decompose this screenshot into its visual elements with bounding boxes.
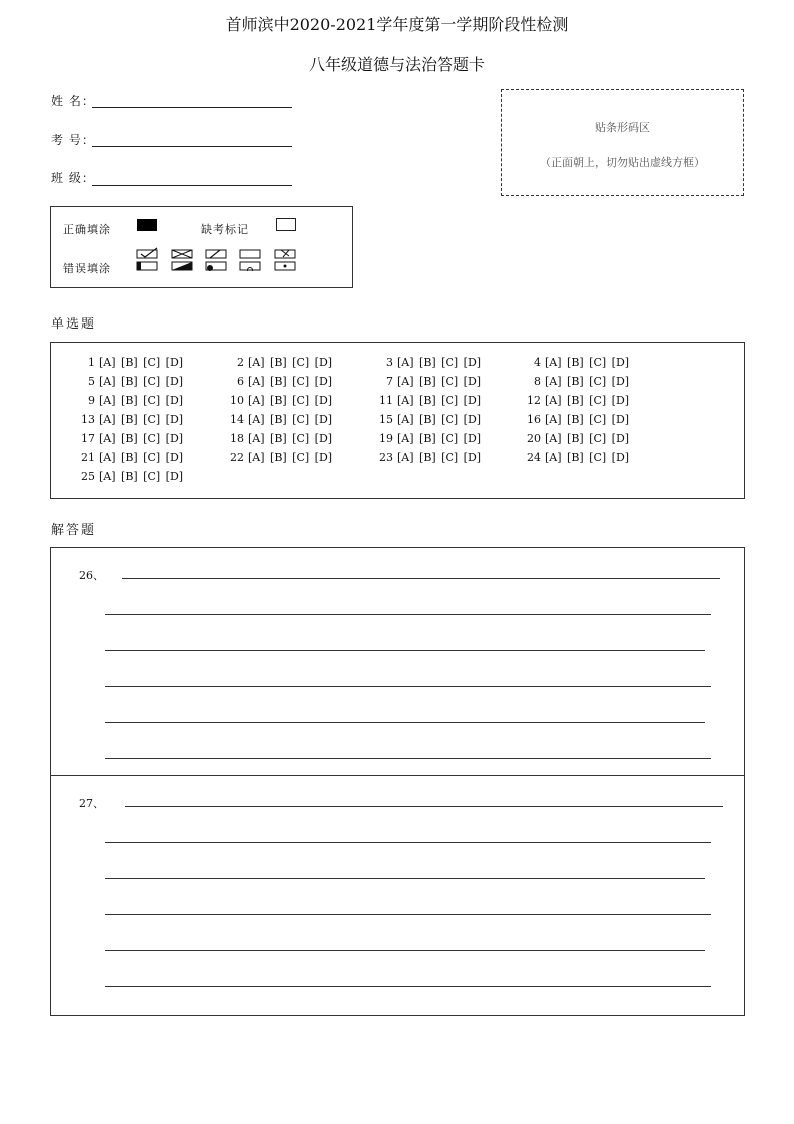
answer-line[interactable] [105, 914, 711, 915]
wrong-fill-check-icon [136, 247, 160, 271]
barcode-area [501, 89, 744, 196]
absent-mark-label: 缺考标记 [201, 223, 249, 236]
answer-bubbles[interactable]: [A] [B] [C] [D] [99, 394, 184, 407]
answer-bubbles[interactable]: [A] [B] [C] [D] [397, 432, 482, 445]
answer-line[interactable] [105, 722, 705, 723]
answer-bubbles[interactable]: [A] [B] [C] [D] [99, 413, 184, 426]
question-number: 2 [237, 356, 244, 369]
answer-bubbles[interactable]: [A] [B] [C] [D] [545, 375, 630, 388]
question-number: 7 [386, 375, 393, 388]
answer-bubbles[interactable]: [A] [B] [C] [D] [99, 470, 184, 483]
question-number: 19 [379, 432, 393, 445]
question-3-options[interactable] [369, 356, 481, 369]
answer-line[interactable] [105, 650, 705, 651]
question-10-options[interactable] [220, 394, 332, 407]
question-number: 14 [230, 413, 244, 426]
answer-bubbles[interactable]: [A] [B] [C] [D] [545, 356, 630, 369]
answer-line[interactable] [105, 878, 705, 879]
question-number: 25 [81, 470, 95, 483]
class-field[interactable] [92, 185, 292, 186]
question-8-options[interactable] [517, 375, 629, 388]
question-26-box[interactable] [50, 547, 745, 776]
question-6-options[interactable] [220, 375, 332, 388]
answer-bubbles[interactable]: [A] [B] [C] [D] [99, 432, 184, 445]
single-choice-grid [50, 342, 745, 499]
name-label: 姓 名： [51, 94, 95, 108]
question-number: 23 [379, 451, 393, 464]
answer-bubbles[interactable]: [A] [B] [C] [D] [248, 356, 333, 369]
question-13-options[interactable] [71, 413, 183, 426]
question-24-options[interactable] [517, 451, 629, 464]
question-number: 24 [527, 451, 541, 464]
answer-bubbles[interactable]: [A] [B] [C] [D] [397, 413, 482, 426]
wrong-fill-scribble-icon [274, 247, 298, 271]
answer-questions-heading: 解答题 [51, 523, 97, 538]
question-number: 5 [88, 375, 95, 388]
answer-bubbles[interactable]: [A] [B] [C] [D] [545, 451, 630, 464]
single-choice-heading: 单选题 [51, 317, 97, 332]
answer-line[interactable] [125, 806, 723, 807]
answer-bubbles[interactable]: [A] [B] [C] [D] [248, 451, 333, 464]
question-number: 12 [527, 394, 541, 407]
answer-line[interactable] [105, 986, 711, 987]
question-1-options[interactable] [71, 356, 183, 369]
question-22-options[interactable] [220, 451, 332, 464]
answer-bubbles[interactable]: [A] [B] [C] [D] [397, 356, 482, 369]
exam-number-label: 考 号： [51, 133, 95, 147]
question-number: 22 [230, 451, 244, 464]
answer-bubbles[interactable]: [A] [B] [C] [D] [397, 451, 482, 464]
exam-title: 首师滨中2020-2021学年度第一学期阶段性检测 [225, 15, 569, 34]
question-number: 8 [534, 375, 541, 388]
question-number: 20 [527, 432, 541, 445]
question-18-options[interactable] [220, 432, 332, 445]
exam-number-field[interactable] [92, 146, 292, 147]
question-9-options[interactable] [71, 394, 183, 407]
answer-bubbles[interactable]: [A] [B] [C] [D] [248, 413, 333, 426]
question-number: 16 [527, 413, 541, 426]
question-2-options[interactable] [220, 356, 332, 369]
question-4-options[interactable] [517, 356, 629, 369]
question-20-options[interactable] [517, 432, 629, 445]
question-21-options[interactable] [71, 451, 183, 464]
answer-bubbles[interactable]: [A] [B] [C] [D] [397, 375, 482, 388]
answer-line[interactable] [105, 686, 711, 687]
question-number: 1 [88, 356, 95, 369]
answer-bubbles[interactable]: [A] [B] [C] [D] [99, 375, 184, 388]
class-label: 班 级： [51, 171, 95, 185]
correct-fill-label: 正确填涂 [63, 223, 111, 236]
question-14-options[interactable] [220, 413, 332, 426]
answer-bubbles[interactable]: [A] [B] [C] [D] [545, 432, 630, 445]
answer-line[interactable] [105, 614, 711, 615]
question-number: 3 [386, 356, 393, 369]
answer-line[interactable] [105, 758, 711, 759]
question-number: 4 [534, 356, 541, 369]
answer-bubbles[interactable]: [A] [B] [C] [D] [248, 394, 333, 407]
barcode-title: 贴条形码区 [595, 121, 650, 134]
question-number: 13 [81, 413, 95, 426]
barcode-note: （正面朝上，切勿贴出虚线方框） [540, 156, 705, 169]
question-number: 6 [237, 375, 244, 388]
question-number: 18 [230, 432, 244, 445]
question-26-number: 26、 [79, 569, 104, 582]
answer-line[interactable] [105, 842, 711, 843]
question-number: 17 [81, 432, 95, 445]
question-number: 21 [81, 451, 95, 464]
question-27-box[interactable] [50, 775, 745, 1016]
question-number: 15 [379, 413, 393, 426]
wrong-fill-slash-icon [205, 247, 229, 271]
answer-sheet-subtitle: 八年级道德与法治答题卡 [308, 55, 485, 74]
answer-line[interactable] [105, 950, 705, 951]
answer-bubbles[interactable]: [A] [B] [C] [D] [545, 394, 630, 407]
question-19-options[interactable] [369, 432, 481, 445]
answer-bubbles[interactable]: [A] [B] [C] [D] [99, 451, 184, 464]
wrong-fill-label: 错误填涂 [63, 262, 111, 275]
question-12-options[interactable] [517, 394, 629, 407]
question-27-number: 27、 [79, 797, 104, 810]
answer-bubbles[interactable]: [A] [B] [C] [D] [248, 432, 333, 445]
question-16-options[interactable] [517, 413, 629, 426]
answer-bubbles[interactable]: [A] [B] [C] [D] [545, 413, 630, 426]
wrong-fill-cross-icon [171, 247, 195, 271]
correct-fill-sample [137, 219, 157, 231]
absent-mark-box[interactable] [276, 218, 296, 231]
question-number: 10 [230, 394, 244, 407]
answer-bubbles[interactable]: [A] [B] [C] [D] [99, 356, 184, 369]
question-number: 11 [379, 394, 393, 407]
name-field[interactable] [92, 107, 292, 108]
question-25-options[interactable] [71, 470, 183, 483]
question-number: 9 [88, 394, 95, 407]
answer-line[interactable] [122, 578, 720, 579]
question-17-options[interactable] [71, 432, 183, 445]
answer-bubbles[interactable]: [A] [B] [C] [D] [397, 394, 482, 407]
wrong-fill-dot-icon [239, 247, 263, 271]
question-11-options[interactable] [369, 394, 481, 407]
question-23-options[interactable] [369, 451, 481, 464]
question-7-options[interactable] [369, 375, 481, 388]
question-5-options[interactable] [71, 375, 183, 388]
question-15-options[interactable] [369, 413, 481, 426]
fill-legend [50, 206, 353, 288]
answer-bubbles[interactable]: [A] [B] [C] [D] [248, 375, 333, 388]
